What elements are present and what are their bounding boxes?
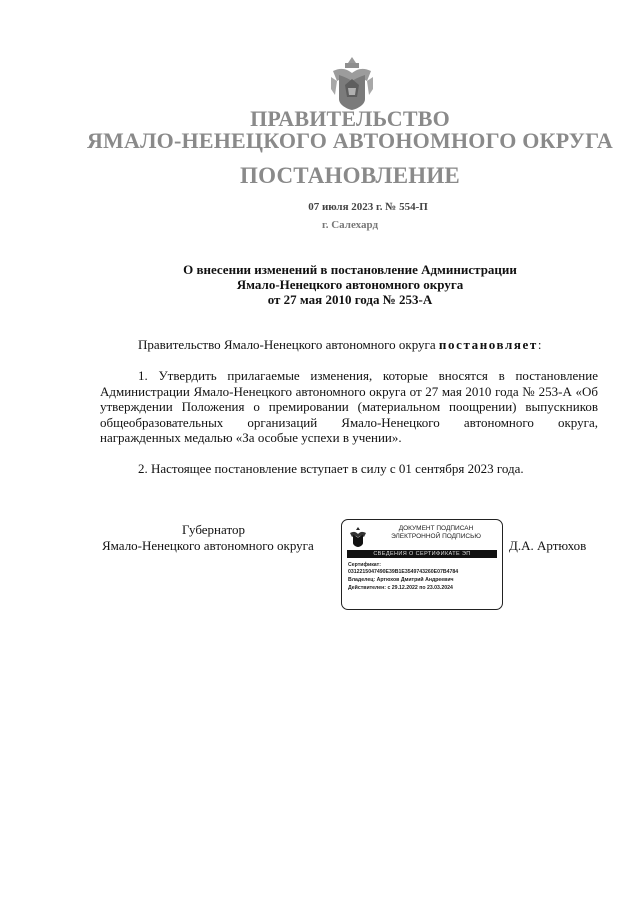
date-number-line: 07 июля 2023 г. № 554-П	[308, 201, 428, 213]
item-1-paragraph: 1. Утвердить прилагаемые изменения, которые вносятся в постановление Администрации Ямало-Ненецкого автономного округа от 27 мая 2010 года № 253-А «Об утверждении Положения о премировании (материальном поощрении) выпускников общеобразовательных организаций Ямало-Ненецкого автономного округа, награжденных медалью «За особые успехи в учении».	[100, 368, 598, 445]
intro-text: Правительство Ямало-Ненецкого автономного округа	[138, 337, 439, 352]
stamp-title-line: ЭЛЕКТРОННОЙ ПОДПИСЬЮ	[391, 533, 481, 540]
signatory-position: Губернатор	[182, 522, 245, 537]
intro-colon: :	[537, 337, 542, 352]
intro-paragraph	[100, 337, 598, 353]
stamp-title-line: ДОКУМЕНТ ПОДПИСАН	[398, 525, 474, 532]
stamp-validity: Действителен: с 29.12.2022 по 23.03.2024	[348, 585, 453, 591]
subject-line: от 27 мая 2010 года № 253-А	[267, 292, 433, 307]
electronic-signature-stamp	[341, 519, 503, 610]
signatory-name: Д.А. Артюхов	[509, 538, 587, 553]
subject-line: Ямало-Ненецкого автономного округа	[236, 277, 464, 292]
signatory-region: Ямало-Ненецкого автономного округа	[102, 538, 314, 553]
stamp-title	[372, 525, 500, 541]
intro-resolves: постановляет	[438, 337, 538, 352]
item-2-paragraph: 2. Настоящее постановление вступает в силу с 01 сентября 2023 года.	[138, 461, 524, 476]
subject-line: О внесении изменений в постановление Администрации	[183, 262, 517, 277]
coat-of-arms-icon	[327, 55, 377, 111]
city-line: г. Салехард	[321, 219, 379, 231]
stamp-emblem-icon	[348, 526, 368, 548]
government-title: ПРАВИТЕЛЬСТВО	[250, 106, 450, 131]
document-subject	[100, 262, 600, 307]
stamp-cert-number: 0312215047490E39B1E3549743260E07B4784	[348, 569, 459, 575]
document-type-title: ПОСТАНОВЛЕНИЕ	[240, 163, 460, 188]
stamp-cert-label: Сертификат:	[348, 562, 381, 568]
stamp-owner: Владелец: Артюхов Дмитрий Андреевич	[348, 577, 454, 583]
stamp-cert-bar: СВЕДЕНИЯ О СЕРТИФИКАТЕ ЭП	[347, 550, 497, 558]
government-region-title: ЯМАЛО-НЕНЕЦКОГО АВТОНОМНОГО ОКРУГА	[86, 128, 614, 153]
